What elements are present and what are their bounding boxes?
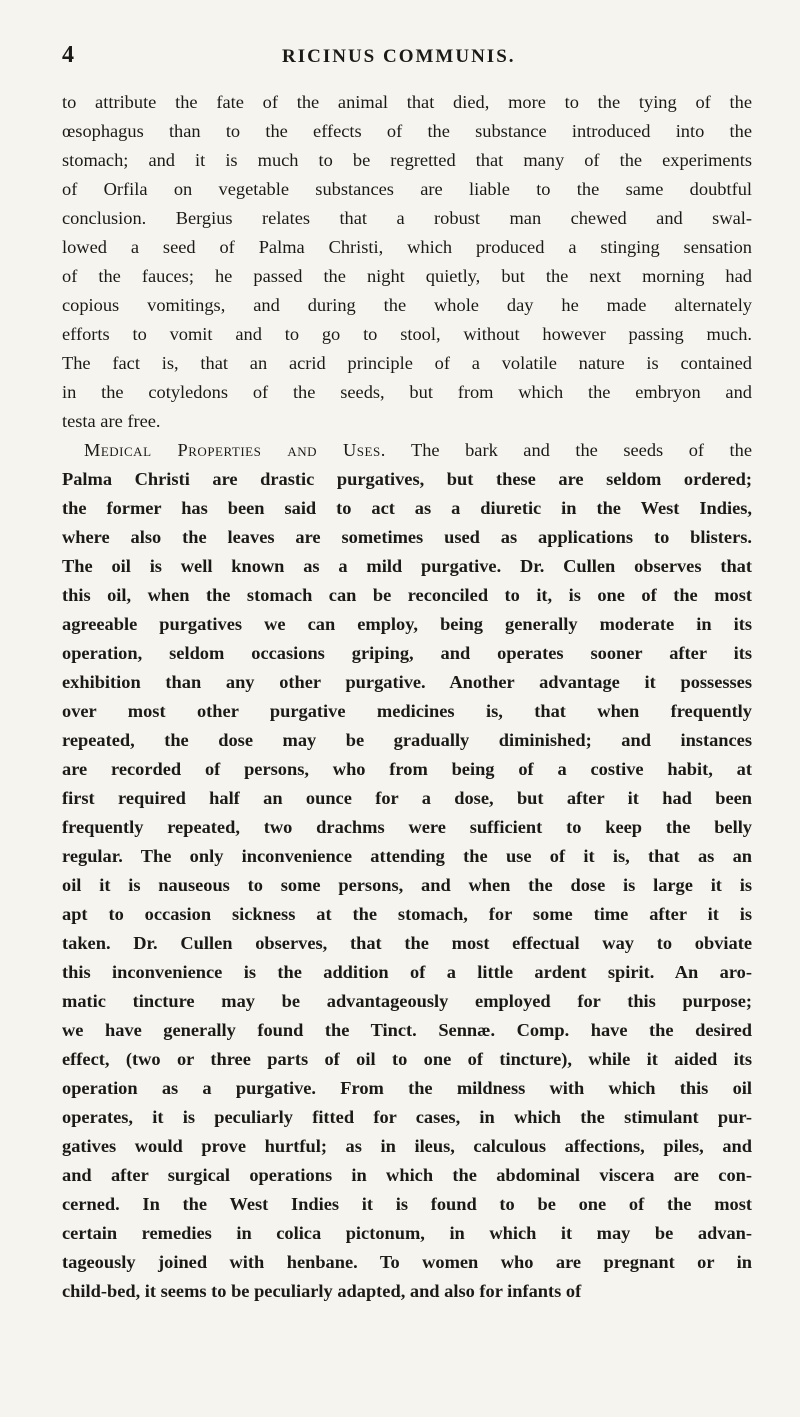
text-line: exhibition than any other purgative. Another advantage it possesses	[62, 672, 752, 692]
text-line: matic tincture may be advantageously employed for this purpose;	[62, 991, 752, 1011]
text-line: agreeable purgatives we can employ, being generally moderate in its	[62, 614, 752, 634]
text-line: in the cotyledons of the seeds, but from which the embryon and	[62, 382, 752, 402]
text-line: to attribute the fate of the animal that died, more to the tying of the	[62, 92, 752, 112]
text-line: copious vomitings, and during the whole day he made alternately	[62, 295, 752, 315]
page-number: 4	[62, 42, 74, 68]
text-line: are recorded of persons, who from being of a costive habit, at	[62, 759, 752, 779]
text-line: repeated, the dose may be gradually diminished; and instances	[62, 730, 752, 750]
text-line: first required half an ounce for a dose, but after it had been	[62, 788, 752, 808]
text-line: conclusion. Bergius relates that a robust man chewed and swal-	[62, 208, 752, 228]
text-line: apt to occasion sickness at the stomach, for some time after it is	[62, 904, 752, 924]
text-line: child-bed, it seems to be peculiarly adapted, and also for infants of	[62, 1281, 582, 1301]
text-line: Palma Christi are drastic purgatives, but these are seldom ordered;	[62, 469, 752, 489]
text-line: The oil is well known as a mild purgative. Dr. Cullen observes that	[62, 556, 752, 576]
text-line: and after surgical operations in which the abdominal viscera are con-	[62, 1165, 752, 1185]
text-line: The bark and the seeds of the	[410, 440, 752, 460]
text-line: efforts to vomit and to go to stool, without however passing much.	[62, 324, 752, 344]
text-line: stomach; and it is much to be regretted that many of the experiments	[62, 150, 752, 170]
body-text	[62, 88, 752, 1306]
text-line: taken. Dr. Cullen observes, that the most effectual way to obviate	[62, 933, 752, 953]
text-line: cerned. In the West Indies it is found to be one of the most	[62, 1194, 752, 1214]
text-line: lowed a seed of Palma Christi, which produced a stinging sensation	[62, 237, 752, 257]
text-line: oil it is nauseous to some persons, and when the dose is large it is	[62, 875, 752, 895]
text-line: this oil, when the stomach can be reconciled to it, is one of the most	[62, 585, 752, 605]
text-line: regular. The only inconvenience attending the use of it is, that as an	[62, 846, 752, 866]
text-line: frequently repeated, two drachms were sufficient to keep the belly	[62, 817, 752, 837]
text-line: operation, seldom occasions griping, and operates sooner after its	[62, 643, 752, 663]
text-line: tageously joined with henbane. To women who are pregnant or in	[62, 1252, 752, 1272]
section-first-line	[62, 436, 752, 465]
section-heading: Medical Properties and Uses.	[84, 440, 386, 460]
text-line: operation as a purgative. From the mildness with which this oil	[62, 1078, 752, 1098]
text-line: of the fauces; he passed the night quietly, but the next morning had	[62, 266, 752, 286]
text-line: œsophagus than to the effects of the substance introduced into the	[62, 121, 752, 141]
text-line: gatives would prove hurtful; as in ileus, calculous affections, piles, and	[62, 1136, 752, 1156]
running-head: RICINUS COMMUNIS.	[282, 46, 516, 67]
text-line: of Orfila on vegetable substances are liable to the same doubtful	[62, 179, 752, 199]
page-header	[62, 42, 752, 70]
text-line: certain remedies in colica pictonum, in which it may be advan-	[62, 1223, 752, 1243]
text-line: the former has been said to act as a diuretic in the West Indies,	[62, 498, 752, 518]
text-line: The fact is, that an acrid principle of a volatile nature is contained	[62, 353, 752, 373]
text-line: we have generally found the Tinct. Sennæ. Comp. have the desired	[62, 1020, 752, 1040]
text-line: effect, (two or three parts of oil to one of tincture), while it aided its	[62, 1049, 752, 1069]
text-line: this inconvenience is the addition of a little ardent spirit. An aro-	[62, 962, 752, 982]
text-line: over most other purgative medicines is, that when frequently	[62, 701, 752, 721]
text-line: testa are free.	[62, 411, 161, 431]
text-line: operates, it is peculiarly fitted for cases, in which the stimulant pur-	[62, 1107, 752, 1127]
text-line: where also the leaves are sometimes used as applications to blisters.	[62, 527, 752, 547]
